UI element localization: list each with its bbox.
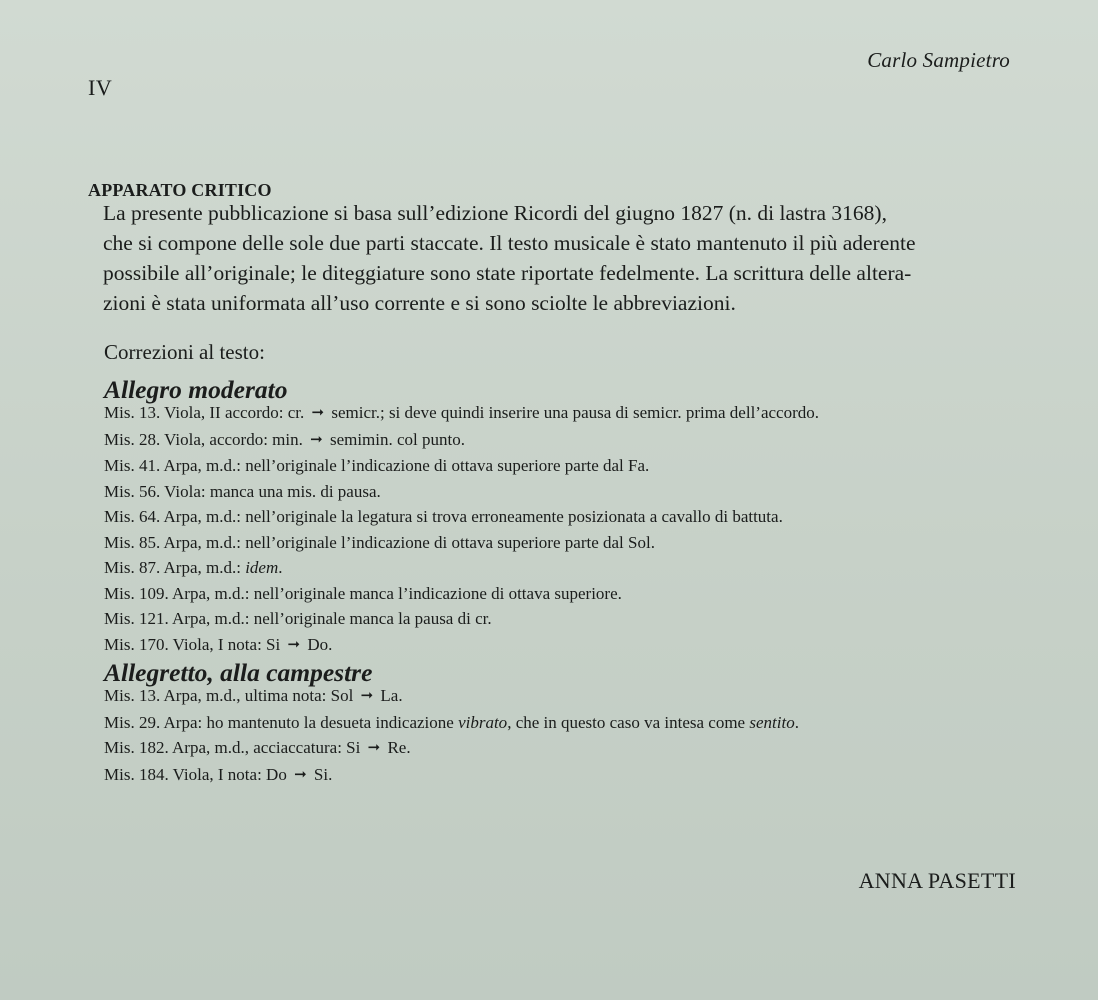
correction-entry [104, 555, 994, 581]
italic-term: idem [245, 558, 279, 577]
correction-text: Mis. 41. Arpa, m.d.: nell’originale l’indicazione di ottava superiore parte dal Fa. [104, 456, 650, 475]
corrections-list [104, 375, 994, 788]
correction-text: Mis. 29. Arpa: ho mantenuto la desueta indicazione [104, 712, 459, 732]
correction-entry [104, 581, 994, 607]
editor-signature: ANNA PASETTI [858, 868, 1016, 893]
introductory-paragraph [88, 198, 1013, 318]
correction-text: semicr.; si deve quindi inserire una pausa di semicr. prima dell’accordo. [331, 403, 819, 422]
correction-entry [104, 427, 994, 454]
correction-entry [104, 762, 994, 789]
correction-entry [104, 735, 994, 762]
correction-entry [104, 453, 994, 479]
correction-text: Mis. 182. Arpa, m.d., acciaccatura: Si [104, 738, 361, 757]
correction-entry [104, 479, 994, 505]
correction-text: Mis. 64. Arpa, m.d.: nell’originale la legatura si trova erroneamente posizionata a cavallo di battuta. [104, 507, 783, 526]
correction-entry [104, 683, 994, 710]
correction-entry [104, 710, 994, 736]
correction-text: , che in questo caso va intesa come [507, 712, 750, 732]
intro-line: La presente pubblicazione si basa sull’edizione Ricordi del giugno 1827 (n. di lastra 3168), [103, 200, 887, 225]
correction-text: La. [380, 686, 403, 705]
correction-text: Mis. 87. Arpa, m.d.: [104, 558, 246, 577]
italic-term: sentito [749, 712, 795, 732]
running-head-author: Carlo Sampietro [867, 48, 1010, 72]
page-number: IV [88, 75, 113, 100]
correction-entry [104, 530, 994, 556]
intro-line: possibile all’originale; le diteggiature sono state riportate fedelmente. La scrittura delle altera- [103, 260, 912, 285]
correction-entry [104, 606, 994, 632]
correction-text: Mis. 13. Viola, II accordo: cr. [104, 403, 305, 422]
correction-text: Mis. 170. Viola, I nota: Si [104, 634, 281, 654]
correction-text: Mis. 56. Viola: manca una mis. di pausa. [104, 481, 381, 501]
italic-term: vibrato [458, 712, 508, 732]
arrow-icon: ➞ [310, 429, 323, 448]
correction-text: Re. [387, 738, 411, 757]
correction-text: Mis. 109. Arpa, m.d.: nell’originale manca l’indicazione di ottava superiore. [104, 583, 622, 603]
section-heading: APPARATO CRITICO [88, 180, 272, 201]
intro-line: che si compone delle sole due parti staccate. Il testo musicale è stato mantenuto il più aderente [103, 230, 916, 255]
arrow-icon: ➞ [287, 634, 301, 653]
correction-text: Si. [313, 764, 333, 784]
correction-punctuation: . [278, 558, 283, 577]
correction-punctuation: . [794, 712, 799, 732]
intro-line: zioni è stata uniformata all’uso corrente e si sono sciolte le abbreviazioni. [103, 290, 736, 315]
correction-entry [104, 400, 994, 427]
arrow-icon: ➞ [367, 738, 381, 756]
correction-text: Mis. 184. Viola, I nota: Do [104, 764, 287, 784]
correction-text: Mis. 85. Arpa, m.d.: nell’originale l’indicazione di ottava superiore parte dal Sol. [104, 532, 655, 552]
arrow-icon: ➞ [294, 764, 307, 783]
correction-text: semimin. col punto. [329, 429, 465, 449]
correction-text: Mis. 13. Arpa, m.d., ultima nota: Sol [104, 686, 354, 705]
correction-text: Do. [307, 634, 333, 654]
arrow-icon: ➞ [360, 686, 374, 704]
movement-title: Allegro moderato [104, 375, 288, 404]
correction-text: Mis. 28. Viola, accordo: min. [104, 429, 303, 449]
correction-entry [104, 632, 994, 659]
corrections-title: Correzioni al testo: [104, 340, 265, 364]
movement-title: Allegretto, alla campestre [104, 658, 373, 687]
correction-text: Mis. 121. Arpa, m.d.: nell’originale manca la pausa di cr. [104, 609, 492, 628]
correction-entry [104, 504, 994, 530]
arrow-icon: ➞ [311, 403, 325, 421]
